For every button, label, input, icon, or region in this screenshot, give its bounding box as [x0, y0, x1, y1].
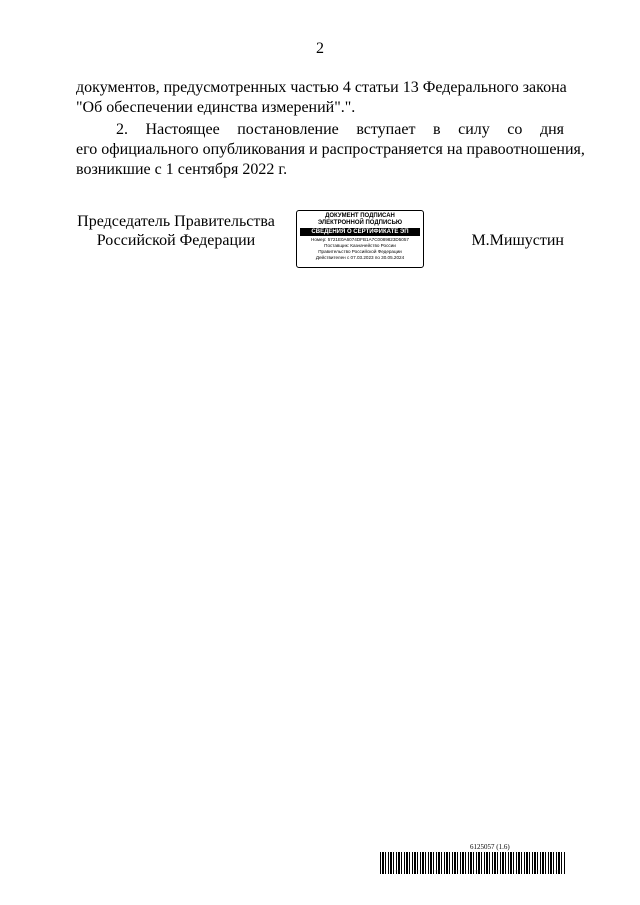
signatory-position-line-2: Российской Федерации [96, 232, 256, 249]
paragraph-2-line-1: 2. Настоящее постановление вступает в силу со дня [116, 121, 564, 138]
paragraph-1 [76, 78, 567, 118]
paragraph-2-line-3: возникшие с 1 сентября 2022 г. [76, 161, 288, 178]
electronic-signature-stamp [296, 210, 424, 268]
paragraph-2-line-2: его официального опубликования и распространяется на правоотношения, [76, 141, 585, 158]
stamp-certificate-band: СВЕДЕНИЯ О СЕРТИФИКАТЕ ЭП [300, 228, 420, 236]
stamp-title-line-1: ДОКУМЕНТ ПОДПИСАН [325, 213, 395, 219]
stamp-title-line-2: ЭЛЕКТРОННОЙ ПОДПИСЬЮ [317, 220, 403, 226]
signatory-position-line-1: Председатель Правительства [77, 213, 275, 230]
barcode-caption: 6125057 (1.6) [470, 843, 510, 851]
signatory-position [76, 212, 276, 250]
stamp-owner: Правительство Российской Федерации [318, 249, 402, 254]
signer-name: М.Мишустин [471, 232, 564, 249]
paragraph-1-line-2: "Об обеспечении единства измерений".". [76, 99, 356, 116]
stamp-supplier: Поставщик: Казначейство России [324, 243, 396, 248]
barcode [380, 852, 566, 874]
page-number: 2 [316, 40, 324, 57]
paragraph-1-line-1: документов, предусмотренных частью 4 статьи 13 Федерального закона [76, 79, 567, 96]
paragraph-2 [76, 120, 585, 180]
stamp-validity: Действителен с 07.03.2023 по 30.05.2024 [315, 255, 405, 260]
stamp-number: Номер: 5721E0A6074DFB1A7C0089823D5057 [311, 237, 409, 242]
